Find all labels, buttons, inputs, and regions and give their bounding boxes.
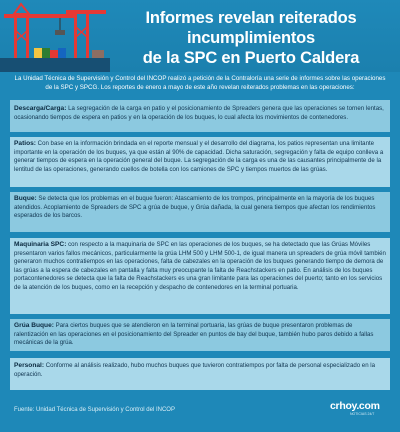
title-line-2: de la SPC en Puerto Caldera <box>142 49 360 67</box>
header <box>0 0 400 72</box>
section-buque <box>10 192 390 232</box>
source-note: Fuente: Unidad Técnica de Supervisión y Control del INCOP <box>14 407 175 413</box>
section-label: Patios: <box>14 140 36 147</box>
section-descarga-carga <box>10 100 390 132</box>
section-text: Se detecta que los problemas en el buque fueron: Atascamiento de los trompos, principalmente en la mayoría de los buques atendidos. Acoplamiento de Spreaders de SPC a grúa de buque, y Grúa dañada, la cual genera tiempos que afectan los rendimientos esperados de los barcos. <box>14 195 376 220</box>
section-label: Personal: <box>14 362 45 369</box>
section-personal <box>10 358 390 390</box>
section-grua-buque <box>10 319 390 351</box>
crhoy-logo: crhoy.com <box>330 400 380 412</box>
section-label: Grúa Buque: <box>14 322 54 329</box>
section-text: Con base en la información brindada en el reporte mensual y el desarrollo del diagrama, los patios representan una limitante importante en la operación de los buques, ya que están al 90% de capacidad. Dicha saturación, segregación y falta de equipo conlleva a generar tiempos de espera en la operación general del buque. La segregación de la carga es una de las causantes principalmente de la lentitud de las operaciones, generando cuellos de botella con los camiones de SPC y tiempos muertos de las grúas. <box>14 140 384 173</box>
intro-text: La Unidad Técnica de Supervisión y Control del INCOP realizó a petición de la Contraloría una serie de informes sobre las operaciones de la SPC y SPCG. Los reportes de enero a mayo de este año revelan reiterados problemas en las operaciones: <box>14 75 386 91</box>
section-label: Maquinaria SPC: <box>14 241 67 248</box>
section-label: Descarga/Carga: <box>14 105 67 112</box>
section-label: Buque: <box>14 195 37 202</box>
section-text: La segregación de la carga en patio y el posicionamiento de Spreaders genera que las operaciones se tornen lentas, ocasionando tiempos de espera en patios y en la operación de los buques, lo cual afecta los movimientos de contenedores. <box>14 105 384 121</box>
title-line-1: Informes revelan reiterados incumplimientos <box>145 9 357 47</box>
crhoy-logo-tagline: NOTICIAS 24/7 <box>350 412 375 416</box>
section-text: con respecto a la maquinaria de SPC en las operaciones de los buques, se ha detectado que las Grúas Móviles presentaron varios fallos mecánicos, particularmente la grúa LHM 500 y LHM 500-1, de igual manera un spreaders de grúa móvil también generaron muchos contratiempos en las operaciones, falta de cabezales en la operación de los buques generando tiempo de demora de las grúas a la espera de cabezales en pantalla y falta muy preocupante la falta de Reachstackers en patio. En análisis de los buques portacontenedores se detecta que la falta de Reachstackers es una gran limitante para las operaciones del puerto; tanto en los servicios de la atención de los buques, como en la recepción y despacho de contenedores en la terminal portuaria. <box>14 241 386 291</box>
port-crane-illustration-icon <box>0 0 110 72</box>
section-text: Para ciertos buques que se atendieron en la terminal portuaria, las grúas de buque presentaron problemas de ralentización en las operaciones en el posicionamiento del Spreader en puntos de bay del buque, también hubo paros debido a fallas mecánicas de la grúa. <box>14 322 374 347</box>
page-title <box>108 8 394 68</box>
section-patios <box>10 137 390 187</box>
section-text: Conforme al análisis realizado, hubo muchos buques que tuvieron contratiempos por falta de personal especializado en la operación. <box>14 362 376 378</box>
section-maquinaria-spc <box>10 238 390 314</box>
